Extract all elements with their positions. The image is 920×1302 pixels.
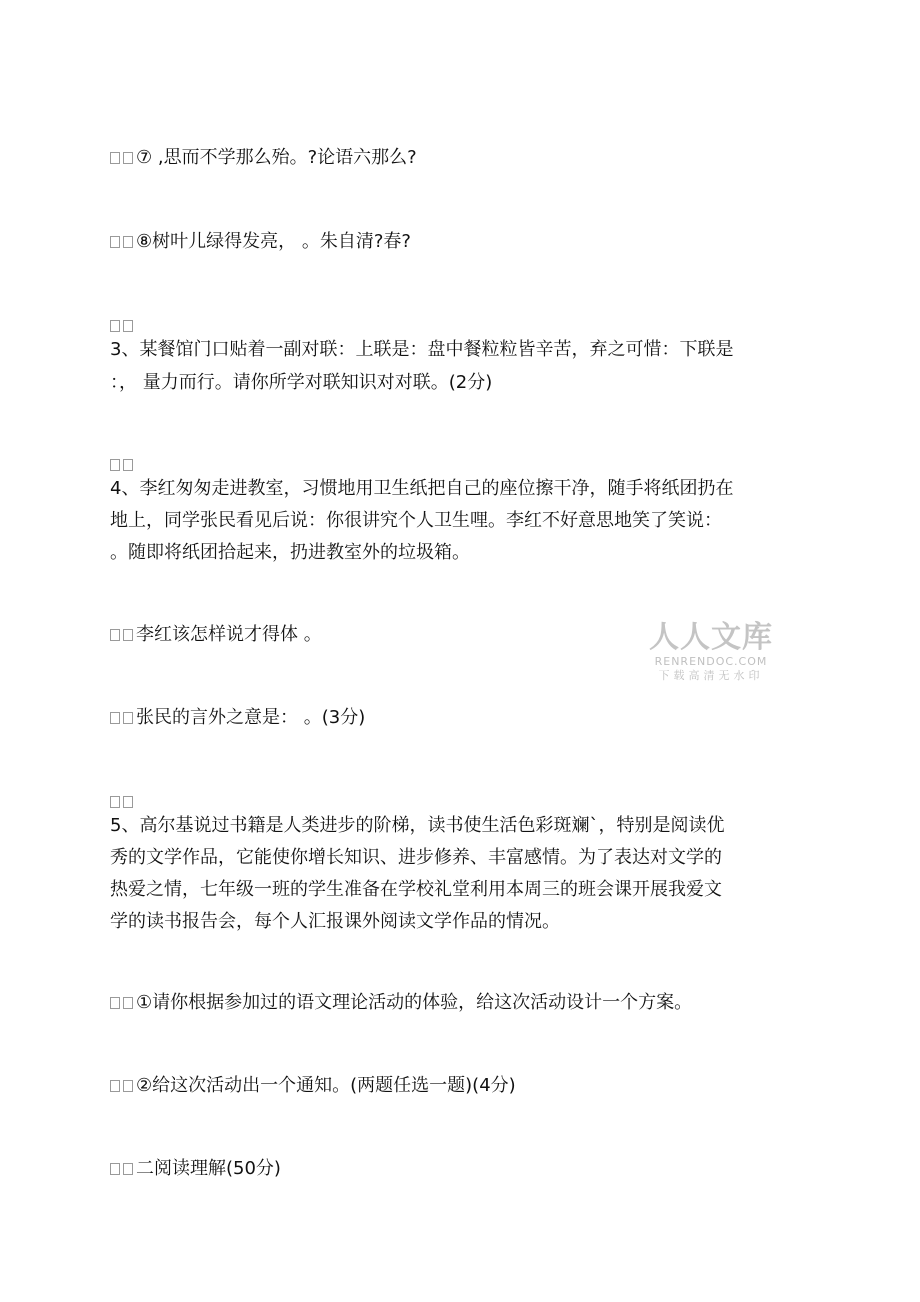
question-5-subitem-2 <box>110 1072 516 1100</box>
placeholder-box-icon <box>110 320 120 332</box>
question-4-subitem-2 <box>110 704 365 732</box>
line-text: ⑧树叶儿绿得发亮， 。朱自清?春? <box>136 231 411 252</box>
placeholder-box-icon <box>123 1163 133 1175</box>
placeholder-box-icon <box>110 629 120 641</box>
text-line-item-8 <box>110 228 411 256</box>
question-3-line-1: 3、某餐馆门口贴着一副对联：上联是：盘中餐粒粒皆辛苦，弃之可惜：下联是 <box>110 339 734 360</box>
line-text: 李红该怎样说才得体 。 <box>136 624 322 645</box>
watermark-domain: RENRENDOC.COM <box>654 655 768 668</box>
question-4-line-1: 4、李红匆匆走进教室，习惯地用卫生纸把自己的座位擦干净，随手将纸团扔在 <box>110 478 734 499</box>
placeholder-box-icon <box>123 796 133 808</box>
line-text: ①请你根据参加过的语文理论活动的体验，给这次活动设计一个方案。 <box>136 992 693 1013</box>
placeholder-box-icon <box>110 712 120 724</box>
blank-marker <box>110 792 136 808</box>
question-4-line-2: 地上，同学张民看见后说：你很讲究个人卫生哩。李红不好意思地笑了笑说： <box>110 510 722 531</box>
watermark-logo <box>646 621 776 683</box>
placeholder-box-icon <box>110 796 120 808</box>
line-text: ②给这次活动出一个通知。(两题任选一题)(4分) <box>136 1075 516 1096</box>
placeholder-box-icon <box>110 236 120 248</box>
placeholder-box-icon <box>123 712 133 724</box>
placeholder-box-icon <box>123 236 133 248</box>
placeholder-box-icon <box>123 1080 133 1092</box>
placeholder-box-icon <box>110 459 120 471</box>
line-text: 张民的言外之意是： 。(3分) <box>136 707 366 728</box>
watermark-slogan: 下载高清无水印 <box>658 669 764 682</box>
placeholder-box-icon <box>123 320 133 332</box>
line-text: 二阅读理解(50分) <box>136 1158 281 1179</box>
placeholder-box-icon <box>123 629 133 641</box>
placeholder-box-icon <box>110 1163 120 1175</box>
placeholder-box-icon <box>110 152 120 164</box>
question-4-line-3: 。随即将纸团拾起来，扔进教室外的垃圾箱。 <box>110 542 470 563</box>
text-line-item-7 <box>110 144 417 172</box>
placeholder-box-icon <box>123 997 133 1009</box>
placeholder-box-icon <box>110 997 120 1009</box>
placeholder-box-icon <box>123 152 133 164</box>
blank-marker <box>110 316 136 332</box>
placeholder-box-icon <box>110 1080 120 1092</box>
question-4-subitem-1 <box>110 621 322 649</box>
question-5-subitem-1 <box>110 989 692 1017</box>
watermark-title: 人人文库 <box>649 620 773 655</box>
line-text: ⑦ ,思而不学那么殆。?论语六那么? <box>136 147 417 168</box>
question-5-line-4: 学的读书报告会，每个人汇报课外阅读文学作品的情况。 <box>110 911 560 932</box>
blank-marker <box>110 455 136 471</box>
section-heading-reading <box>110 1155 281 1183</box>
question-5-line-3: 热爱之情，七年级一班的学生准备在学校礼堂利用本周三的班会课开展我爱文 <box>110 879 722 900</box>
placeholder-box-icon <box>123 459 133 471</box>
question-3-line-2: ：， 量力而行。请你所学对联知识对对联。(2分) <box>110 372 493 393</box>
question-5-line-1: 5、高尔基说过书籍是人类进步的阶梯，读书使生活色彩斑斓`，特别是阅读优 <box>110 815 725 836</box>
question-5-line-2: 秀的文学作品，它能使你增长知识、进步修养、丰富感情。为了表达对文学的 <box>110 847 722 868</box>
